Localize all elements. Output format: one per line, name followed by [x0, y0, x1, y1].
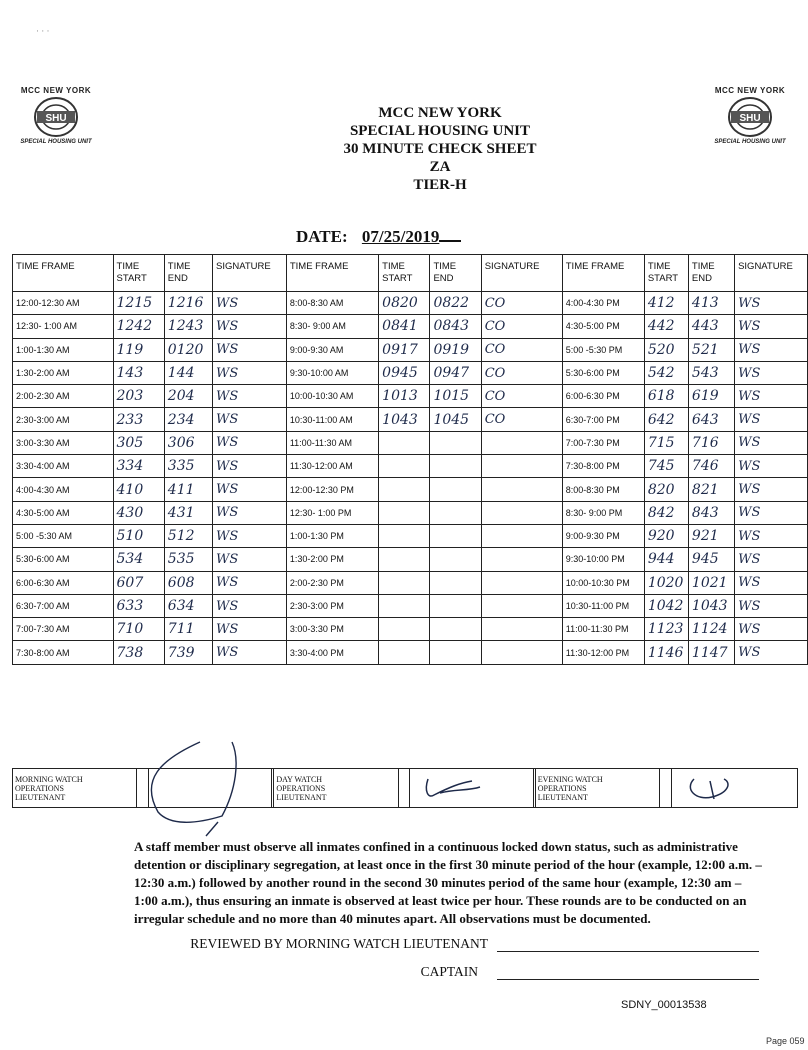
signature-cell: WS [213, 385, 287, 408]
table-row [13, 618, 808, 641]
time-start-cell: 1043 [379, 408, 430, 431]
signature-cell: WS [213, 338, 287, 361]
signature-cell: WS [213, 524, 287, 547]
col-header: SIGNATURE [735, 255, 808, 292]
time-frame-cell: 6:30-7:00 PM [562, 408, 644, 431]
time-end-cell: 746 [688, 455, 734, 478]
time-end-cell: 739 [164, 641, 212, 664]
time-end-cell: 0919 [430, 338, 481, 361]
time-frame-cell: 2:00-2:30 AM [13, 385, 114, 408]
signature-cell [481, 641, 562, 664]
time-frame-cell: 6:00-6:30 PM [562, 385, 644, 408]
shu-seal-icon [33, 96, 79, 138]
time-start-cell [379, 524, 430, 547]
evening-watch-signature [672, 769, 797, 807]
time-start-cell: 520 [644, 338, 688, 361]
time-start-cell: 745 [644, 455, 688, 478]
time-frame-cell: 11:00-11:30 PM [562, 618, 644, 641]
title-line-3: 30 MINUTE CHECK SHEET [343, 141, 537, 157]
table-row [13, 478, 808, 501]
time-end-cell: 521 [688, 338, 734, 361]
time-frame-cell: 5:30-6:00 PM [562, 361, 644, 384]
title-line-2: SPECIAL HOUSING UNIT [349, 123, 531, 139]
col-header: TIME FRAME [286, 255, 378, 292]
signature-cell: WS [735, 571, 808, 594]
signature-cell [481, 594, 562, 617]
time-frame-cell: 11:30-12:00 AM [286, 455, 378, 478]
time-start-cell: 920 [644, 524, 688, 547]
time-start-cell: 1146 [644, 641, 688, 664]
time-frame-cell: 10:30-11:00 AM [286, 408, 378, 431]
time-start-cell: 1123 [644, 618, 688, 641]
logo-bottom-text: SPECIAL HOUSING UNIT [20, 139, 92, 145]
signature-cell: WS [735, 385, 808, 408]
table-row [13, 408, 808, 431]
time-end-cell: 411 [164, 478, 212, 501]
time-end-cell [430, 431, 481, 454]
time-frame-cell: 12:30- 1:00 PM [286, 501, 378, 524]
time-start-cell: 430 [113, 501, 164, 524]
table-row [13, 524, 808, 547]
time-end-cell: 512 [164, 524, 212, 547]
table-row [13, 338, 808, 361]
time-frame-cell: 8:30- 9:00 AM [286, 315, 378, 338]
time-end-cell: 1021 [688, 571, 734, 594]
signature-cell: WS [735, 431, 808, 454]
time-frame-cell: 12:00-12:30 AM [13, 292, 114, 315]
time-start-cell: 715 [644, 431, 688, 454]
time-frame-cell: 8:00-8:30 AM [286, 292, 378, 315]
time-start-cell: 642 [644, 408, 688, 431]
logo-top-text: MCC NEW YORK [714, 86, 786, 95]
signature-cell: WS [735, 408, 808, 431]
time-end-cell: 608 [164, 571, 212, 594]
signature-cell: CO [481, 408, 562, 431]
time-start-cell [379, 548, 430, 571]
signature-cell [481, 455, 562, 478]
time-start-cell [379, 455, 430, 478]
time-start-cell: 820 [644, 478, 688, 501]
time-start-cell: 607 [113, 571, 164, 594]
col-header: TIME FRAME [562, 255, 644, 292]
table-row [13, 571, 808, 594]
time-start-cell [379, 594, 430, 617]
table-row [13, 594, 808, 617]
signature-cell: CO [481, 385, 562, 408]
signature-cell: WS [735, 292, 808, 315]
signature-cell: WS [735, 524, 808, 547]
time-end-cell: 634 [164, 594, 212, 617]
time-end-cell: 1147 [688, 641, 734, 664]
time-end-cell [430, 548, 481, 571]
logo-bottom-text: SPECIAL HOUSING UNIT [714, 139, 786, 145]
signature-cell: CO [481, 315, 562, 338]
signature-cell [481, 478, 562, 501]
time-end-cell: 443 [688, 315, 734, 338]
time-frame-cell: 8:00-8:30 PM [562, 478, 644, 501]
signature-cell: WS [213, 548, 287, 571]
time-end-cell [430, 501, 481, 524]
date-label: DATE: [296, 227, 348, 246]
time-end-cell: 535 [164, 548, 212, 571]
signature-cell [481, 618, 562, 641]
signature-cell: WS [735, 618, 808, 641]
time-end-cell: 0822 [430, 292, 481, 315]
time-start-cell [379, 478, 430, 501]
col-header: TIME END [688, 255, 734, 292]
svg-text:SHU: SHU [45, 113, 67, 124]
time-frame-cell: 1:30-2:00 PM [286, 548, 378, 571]
signature-cell: WS [735, 478, 808, 501]
time-frame-cell: 7:00-7:30 AM [13, 618, 114, 641]
signature-cell: WS [213, 361, 287, 384]
signature-cell: CO [481, 338, 562, 361]
time-start-cell: 119 [113, 338, 164, 361]
time-start-cell: 618 [644, 385, 688, 408]
time-end-cell: 204 [164, 385, 212, 408]
col-header: TIME END [164, 255, 212, 292]
table-body [13, 292, 808, 665]
time-frame-cell: 10:00-10:30 PM [562, 571, 644, 594]
time-start-cell: 0917 [379, 338, 430, 361]
time-end-cell: 921 [688, 524, 734, 547]
time-end-cell: 1045 [430, 408, 481, 431]
time-end-cell: 643 [688, 408, 734, 431]
time-start-cell: 0841 [379, 315, 430, 338]
time-end-cell: 1015 [430, 385, 481, 408]
table-row [13, 641, 808, 664]
time-end-cell: 0843 [430, 315, 481, 338]
time-frame-cell: 9:00-9:30 PM [562, 524, 644, 547]
title-line-4: ZA [429, 159, 451, 175]
time-start-cell [379, 641, 430, 664]
time-frame-cell: 3:00-3:30 PM [286, 618, 378, 641]
time-start-cell: 1020 [644, 571, 688, 594]
title-line-5: TIER-H [413, 177, 467, 193]
time-frame-cell: 8:30- 9:00 PM [562, 501, 644, 524]
time-frame-cell: 5:00 -5:30 PM [562, 338, 644, 361]
time-end-cell [430, 478, 481, 501]
time-start-cell: 203 [113, 385, 164, 408]
time-start-cell: 334 [113, 455, 164, 478]
time-start-cell: 534 [113, 548, 164, 571]
time-start-cell: 842 [644, 501, 688, 524]
signature-cell: WS [213, 571, 287, 594]
date-line [296, 226, 461, 247]
time-start-cell: 412 [644, 292, 688, 315]
time-start-cell: 542 [644, 361, 688, 384]
table-header-row [13, 255, 808, 292]
time-start-cell [379, 501, 430, 524]
time-end-cell: 945 [688, 548, 734, 571]
date-value: 07/25/2019 [361, 227, 440, 246]
signature-cell: WS [213, 594, 287, 617]
signature-cell [481, 548, 562, 571]
watch-signatures [12, 768, 798, 808]
signature-cell: CO [481, 292, 562, 315]
time-start-cell: 1242 [113, 315, 164, 338]
time-end-cell: 0120 [164, 338, 212, 361]
time-end-cell [430, 571, 481, 594]
time-frame-cell: 4:30-5:00 PM [562, 315, 644, 338]
signature-cell: WS [735, 641, 808, 664]
time-frame-cell: 9:00-9:30 AM [286, 338, 378, 361]
title-line-1: MCC NEW YORK [378, 105, 502, 121]
signature-cell: WS [213, 501, 287, 524]
time-start-cell: 710 [113, 618, 164, 641]
time-frame-cell: 7:00-7:30 PM [562, 431, 644, 454]
time-end-cell: 1124 [688, 618, 734, 641]
time-frame-cell: 7:30-8:00 PM [562, 455, 644, 478]
signature-cell: CO [481, 361, 562, 384]
mcc-logo-left [6, 86, 106, 145]
time-start-cell [379, 431, 430, 454]
time-end-cell: 0947 [430, 361, 481, 384]
time-frame-cell: 11:30-12:00 PM [562, 641, 644, 664]
col-header: TIME START [113, 255, 164, 292]
signature-cell: WS [735, 455, 808, 478]
time-end-cell: 431 [164, 501, 212, 524]
time-frame-cell: 7:30-8:00 AM [13, 641, 114, 664]
time-start-cell: 0820 [379, 292, 430, 315]
evening-watch-label: EVENING WATCH OPERATIONS LIEUTENANT [536, 769, 660, 807]
time-end-cell: 335 [164, 455, 212, 478]
time-frame-cell: 6:30-7:00 AM [13, 594, 114, 617]
time-frame-cell: 9:30-10:00 PM [562, 548, 644, 571]
signature-cell: WS [213, 431, 287, 454]
time-frame-cell: 10:30-11:00 PM [562, 594, 644, 617]
time-start-cell: 305 [113, 431, 164, 454]
col-header: TIME START [644, 255, 688, 292]
signature-cell: WS [213, 315, 287, 338]
time-end-cell [430, 641, 481, 664]
col-header: SIGNATURE [213, 255, 287, 292]
time-frame-cell: 10:00-10:30 AM [286, 385, 378, 408]
time-end-cell: 821 [688, 478, 734, 501]
signature-cell: WS [213, 292, 287, 315]
shu-seal-icon [727, 96, 773, 138]
table-row [13, 385, 808, 408]
time-end-cell: 1243 [164, 315, 212, 338]
time-start-cell: 410 [113, 478, 164, 501]
page-number: Page 059 [766, 1036, 805, 1046]
time-frame-cell: 3:30-4:00 PM [286, 641, 378, 664]
signature-cell: WS [735, 315, 808, 338]
time-frame-cell: 6:00-6:30 AM [13, 571, 114, 594]
time-end-cell: 843 [688, 501, 734, 524]
table-row [13, 501, 808, 524]
time-end-cell: 306 [164, 431, 212, 454]
time-frame-cell: 9:30-10:00 AM [286, 361, 378, 384]
time-start-cell: 1215 [113, 292, 164, 315]
time-end-cell: 144 [164, 361, 212, 384]
table-row [13, 455, 808, 478]
time-frame-cell: 4:30-5:00 AM [13, 501, 114, 524]
time-end-cell [430, 455, 481, 478]
instructions-paragraph: A staff member must observe all inmates confined in a continuous locked down status, such as administrative detention or disciplinary segregation, at least once in the first 30 minute period of the hour (example, 12:00 a.m. – 12:30 a.m.) followed by another round in the second 30 minutes period of the same hour (example, 12:30 am – 1:00 a.m.), thus ensuring an inmate is observed at least twice per hour. These rounds are to be conducted on an irregular schedule and no more than 40 minutes apart. All observations must be documented. [134, 839, 762, 926]
table-row [13, 361, 808, 384]
time-start-cell: 738 [113, 641, 164, 664]
signature-cell: WS [213, 641, 287, 664]
time-frame-cell: 2:30-3:00 AM [13, 408, 114, 431]
time-end-cell: 1043 [688, 594, 734, 617]
mcc-logo-right [700, 86, 800, 145]
time-frame-cell: 11:00-11:30 AM [286, 431, 378, 454]
time-start-cell: 944 [644, 548, 688, 571]
signature-cell: WS [735, 548, 808, 571]
signature-cell: WS [735, 361, 808, 384]
time-frame-cell: 2:30-3:00 PM [286, 594, 378, 617]
time-end-cell: 716 [688, 431, 734, 454]
table-row [13, 292, 808, 315]
time-end-cell [430, 524, 481, 547]
time-end-cell [430, 594, 481, 617]
table-row [13, 548, 808, 571]
time-start-cell: 1013 [379, 385, 430, 408]
time-start-cell: 510 [113, 524, 164, 547]
signature-cell [481, 501, 562, 524]
scan-marks: · · · [36, 26, 50, 36]
col-header: TIME FRAME [13, 255, 114, 292]
signature-cell [481, 571, 562, 594]
time-start-cell: 233 [113, 408, 164, 431]
svg-text:SHU: SHU [739, 113, 761, 124]
signature-cell: WS [213, 455, 287, 478]
signature-cell [481, 431, 562, 454]
morning-watch-label: MORNING WATCH OPERATIONS LIEUTENANT [13, 769, 137, 807]
time-end-cell: 413 [688, 292, 734, 315]
check-table [12, 254, 808, 665]
sheet-title [250, 104, 630, 194]
table-row [13, 431, 808, 454]
time-frame-cell: 1:00-1:30 PM [286, 524, 378, 547]
time-frame-cell: 12:30- 1:00 AM [13, 315, 114, 338]
time-start-cell: 143 [113, 361, 164, 384]
time-end-cell: 1216 [164, 292, 212, 315]
signature-cell [481, 524, 562, 547]
col-header: TIME END [430, 255, 481, 292]
time-start-cell [379, 618, 430, 641]
time-frame-cell: 4:00-4:30 AM [13, 478, 114, 501]
bates-number: SDNY_00013538 [621, 999, 707, 1011]
time-frame-cell: 1:30-2:00 AM [13, 361, 114, 384]
day-watch-label: DAY WATCH OPERATIONS LIEUTENANT [274, 769, 398, 807]
time-end-cell: 234 [164, 408, 212, 431]
time-frame-cell: 1:00-1:30 AM [13, 338, 114, 361]
time-start-cell: 1042 [644, 594, 688, 617]
signature-cell: WS [213, 618, 287, 641]
review-label: REVIEWED BY MORNING WATCH LIEUTENANT [190, 936, 488, 951]
signature-cell: WS [735, 594, 808, 617]
time-frame-cell: 5:30-6:00 AM [13, 548, 114, 571]
time-frame-cell: 3:00-3:30 AM [13, 431, 114, 454]
time-end-cell: 543 [688, 361, 734, 384]
morning-watch-signature [149, 769, 274, 807]
time-start-cell: 633 [113, 594, 164, 617]
signature-cell: WS [213, 408, 287, 431]
table-row [13, 315, 808, 338]
logo-top-text: MCC NEW YORK [20, 86, 92, 95]
time-start-cell [379, 571, 430, 594]
time-frame-cell: 4:00-4:30 PM [562, 292, 644, 315]
time-start-cell: 442 [644, 315, 688, 338]
time-end-cell [430, 618, 481, 641]
time-end-cell: 619 [688, 385, 734, 408]
signature-cell: WS [735, 338, 808, 361]
time-start-cell: 0945 [379, 361, 430, 384]
day-watch-signature [410, 769, 535, 807]
signature-cell: WS [735, 501, 808, 524]
signature-cell: WS [213, 478, 287, 501]
col-header: SIGNATURE [481, 255, 562, 292]
time-frame-cell: 12:00-12:30 PM [286, 478, 378, 501]
captain-label: CAPTAIN [420, 964, 478, 979]
col-header: TIME START [379, 255, 430, 292]
time-frame-cell: 3:30-4:00 AM [13, 455, 114, 478]
time-frame-cell: 5:00 -5:30 AM [13, 524, 114, 547]
time-frame-cell: 2:00-2:30 PM [286, 571, 378, 594]
time-end-cell: 711 [164, 618, 212, 641]
